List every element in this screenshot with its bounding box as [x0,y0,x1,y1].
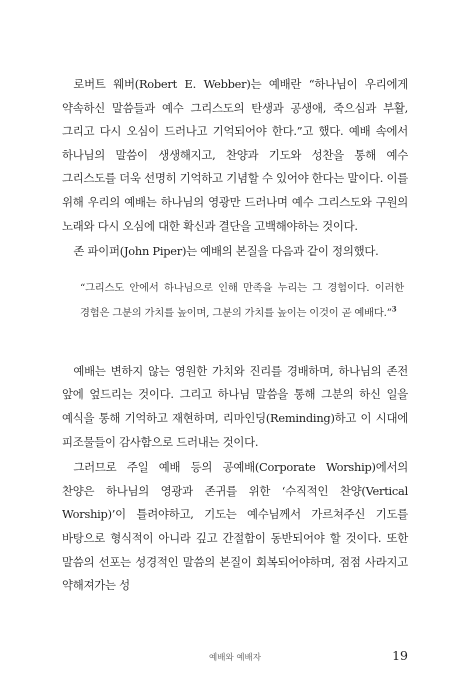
paragraph-worship-essence: 예배는 변하지 않는 영원한 가치와 진리를 경배하며, 하나님의 존전 앞에 엎드리는 것이다. 그리고 하나님 말씀을 통해 그분의 하신 일을 예식을 통해 기억하고 재현하며, 리마인딩(Reminding)하고 이 시대에 피조물들이 감사함으로 드러내는 것이다. [62,363,408,449]
page-footer [0,648,470,668]
paragraph-corporate-worship: 그러므로 주일 예배 등의 공예배(Corporate Worship)에서의 찬양은 하나님의 영광과 존귀를 위한 ‘수직적인 찬양(Vertical Worship)’이 틀려야하고, 기도는 예수님께서 가르쳐주신 기도를 바탕으로 형식적이 아니라 깊고 간절함이 동반되어야 할 것이다. 또한 말씀의 선포는 성경적인 말씀의 본질이 회복되어야하며, 점점 사라지고 약해져가는 성 [62,460,408,593]
paragraph-webber: 로버트 웨버(Robert E. Webber)는 예배란 “하나님이 우리에게 약속하신 말씀들과 예수 그리스도의 탄생과 공생애, 죽으심과 부활, 그리고 다시 오심이 드러나고 기억되어야 한다.”고 했다. 예배 속에서 하나님의 말씀이 생생해지고, 찬양과 기도와 성찬을 통해 예수 그리스도를 더욱 선명히 기억하고 기념할 수 있어야 한다는 말이다. 이를 위해 우리의 예배는 하나님의 영광만 드러나며 예수 그리스도와 구원의 노래와 다시 오심에 대한 확신과 결단을 고백해야하는 것이다. [62,77,408,233]
running-footer-title: 예배와 예배자 [209,653,261,663]
piper-quote-text: “그리스도 안에서 하나님으로 인해 만족을 누리는 그 경험이다. 이러한 경험은 그분의 가치를 높이며, 그분의 가치를 높이는 이것이 곧 예배다.” [80,281,404,319]
page-body [62,73,408,598]
piper-quote-block [62,276,408,326]
footnote-marker: 3 [391,304,397,314]
paragraph-piper-intro: 존 파이퍼(John Piper)는 예배의 본질을 다음과 같이 정의했다. [73,244,379,259]
paragraph-gap [62,338,408,360]
page-number: 19 [392,648,408,663]
